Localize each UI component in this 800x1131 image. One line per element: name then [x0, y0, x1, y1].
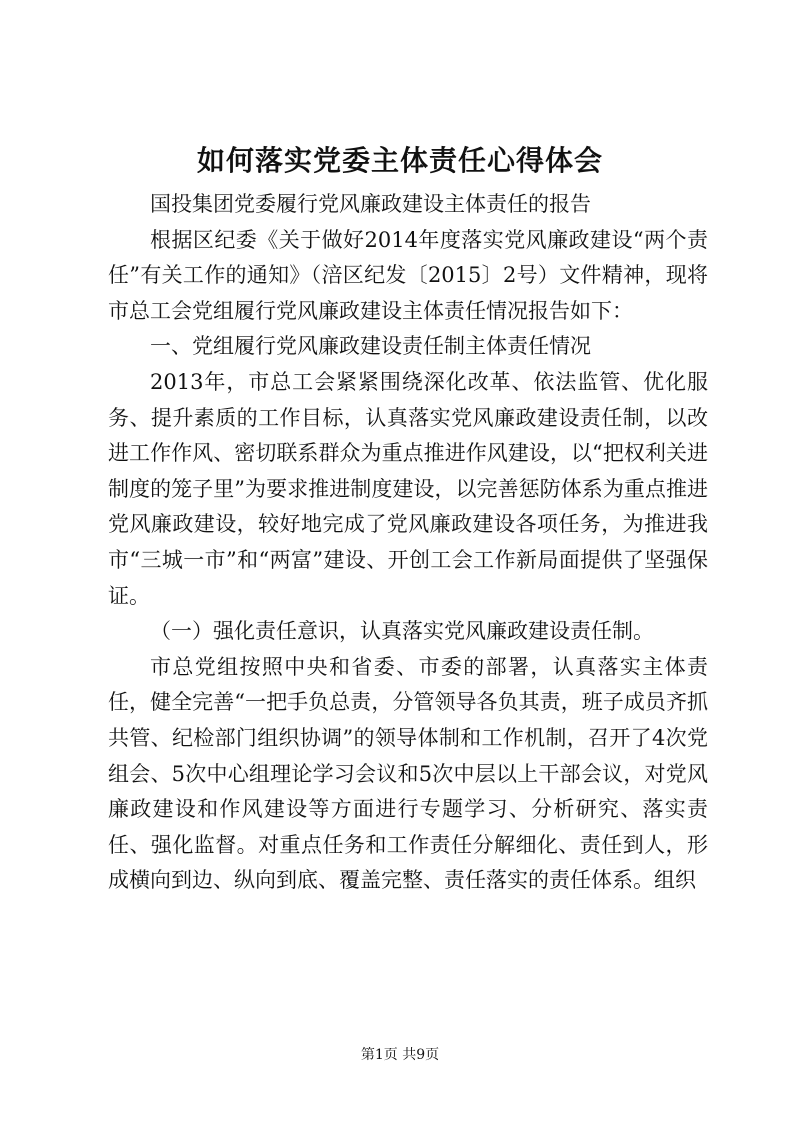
subsection-heading: （一）强化责任意识，认真落实党风廉政建设责任制。	[150, 619, 654, 644]
detail-paragraph: 市总党组按照中央和省委、市委的部署，认真落实主体责任，健全完善“一把手负总责，分管领导各负其责，班子成员齐抓共管、纪检部门组织协调”的领导体制和工作机制，召开了4次党组会、5次中心组理论学习会议和5次中层以上干部会议，对党风廉政建设和作风建设等方面进行专题学习、分析研究、落实责任、强化监督。对重点任务和工作责任分解细化、责任到人，形成横向到边、纵向到底、覆盖完整、责任落实的责任体系。组织	[108, 654, 708, 893]
report-heading: 国投集团党委履行党风廉政建设主体责任的报告	[150, 192, 591, 216]
summary-paragraph: 2013年，市总工会紧紧围绕深化改革、依法监管、优化服务、提升素质的工作目标，认真落实党风廉政建设责任制，以改进工作作风、密切联系群众为重点推进作风建设，以“把权利关进制度的笼子里”为要求推进制度建设，以完善惩防体系为重点推进党风廉政建设，较好地完成了党风廉政建设各项任务，为推进我市“三城一市”和“两富”建设、开创工会工作新局面提供了坚强保证。	[108, 369, 708, 608]
section-heading: 一、党组履行党风廉政建设责任制主体责任情况	[150, 334, 591, 359]
document-body	[108, 187, 708, 899]
intro-paragraph: 根据区纪委《关于做好2014年度落实党风廉政建设“两个责任”有关工作的通知》（涪区纪发〔2015〕2号）文件精神，现将市总工会党组履行党风廉政建设主体责任情况报告如下：	[108, 227, 708, 323]
page-footer: 第1页 共9页	[360, 1047, 440, 1063]
document-title: 如何落实党委主体责任心得体会	[196, 144, 603, 177]
